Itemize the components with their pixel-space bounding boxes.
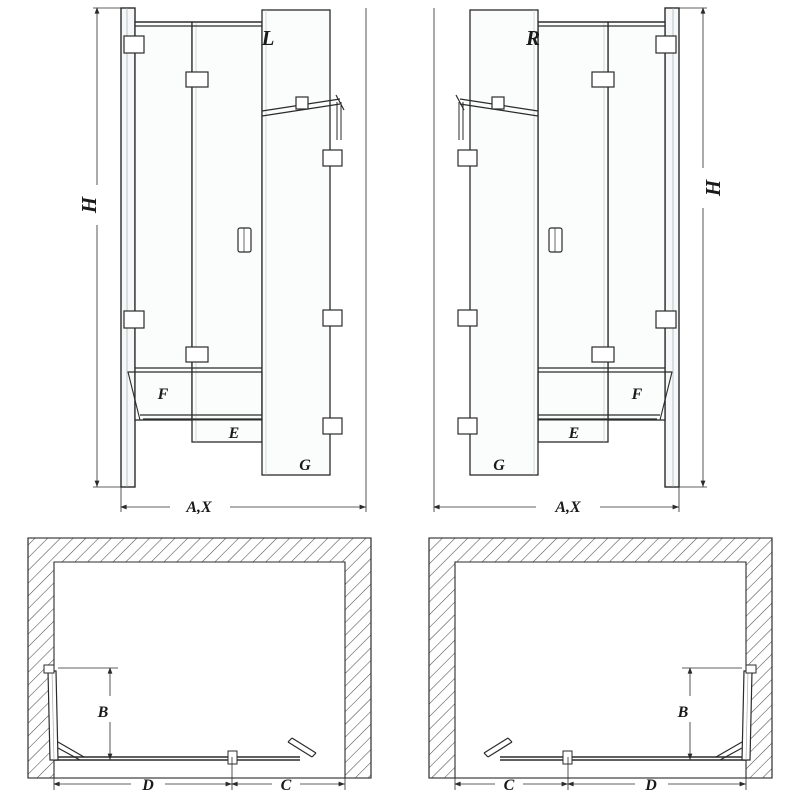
elevation-right-view <box>434 8 725 516</box>
plan-left-outer-wall <box>28 538 371 778</box>
plan-right-label-d: D <box>645 777 657 794</box>
label-panel-g-right: G <box>493 457 505 474</box>
label-panel-f-left: F <box>157 386 169 403</box>
label-height-left: H <box>77 196 101 214</box>
plan-left-dimension-b <box>58 668 118 760</box>
label-side-left: L <box>261 26 275 50</box>
plan-right-dimension-b <box>682 668 742 760</box>
glass-panel-fixed-left <box>135 22 192 420</box>
plan-right-dimension-dc <box>455 757 746 790</box>
dimension-width-left <box>121 487 366 512</box>
label-side-right: R <box>525 26 541 50</box>
plan-right-outer-wall <box>429 538 772 778</box>
left-wall-return-panel <box>121 8 135 487</box>
label-height-right: H <box>701 179 725 197</box>
plan-right-label-b: B <box>677 704 689 721</box>
plan-left-label-b: B <box>97 704 109 721</box>
plan-right-swing-indicator <box>484 738 512 757</box>
label-panel-e-right: E <box>568 425 580 442</box>
door-handle-left <box>238 228 251 252</box>
plan-right-glass-run <box>500 751 746 764</box>
plan-left-door-leaf <box>44 665 84 760</box>
label-panel-e-left: E <box>228 425 240 442</box>
glass-panel-return-left <box>262 10 330 475</box>
plan-left-wall-hatch <box>28 538 371 778</box>
elevation-left-view <box>77 8 366 516</box>
plan-left-label-c: C <box>280 777 292 794</box>
plan-left-swing-indicator <box>288 738 316 757</box>
glass-panel-return-right <box>470 10 541 475</box>
right-wall-return-panel <box>665 8 679 487</box>
plan-right-view <box>429 538 772 794</box>
label-panel-g-left: G <box>299 457 311 474</box>
plan-right-door-leaf <box>716 665 756 760</box>
plan-right-wall-hatch <box>429 538 772 778</box>
plan-left-glass-run <box>54 751 300 764</box>
plan-left-dimension-dc <box>54 757 345 790</box>
door-handle-right <box>549 228 562 252</box>
plan-right-label-c: C <box>503 777 515 794</box>
label-panel-f-right: F <box>631 386 643 403</box>
plan-left-view <box>28 538 371 794</box>
label-width-right: A,X <box>555 499 581 516</box>
glass-panel-fixed-right <box>608 22 665 420</box>
plan-left-label-d: D <box>142 777 154 794</box>
label-width-left: A,X <box>186 499 212 516</box>
